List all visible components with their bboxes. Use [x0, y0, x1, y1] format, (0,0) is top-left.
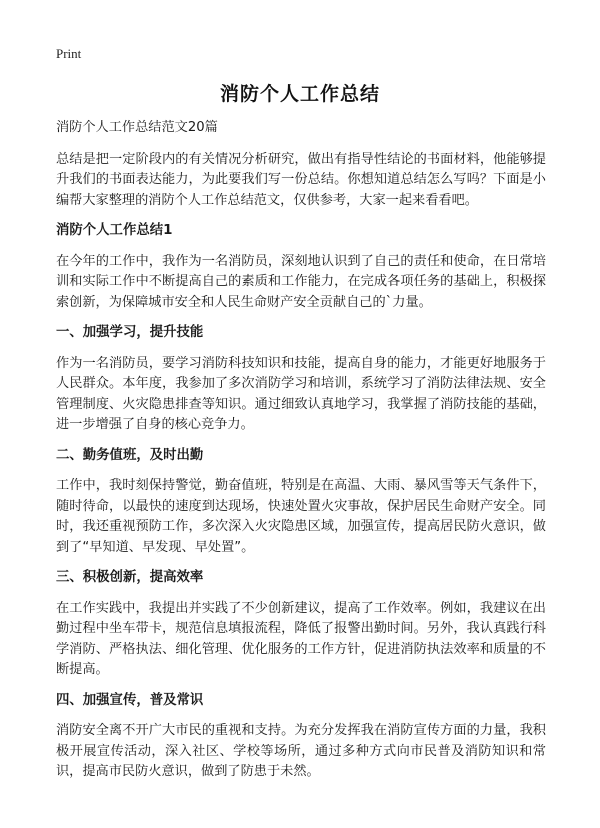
- subsection-heading-1: 一、加强学习，提升技能: [56, 325, 204, 340]
- subsection-paragraph-4: 消防安全离不开广大市民的重视和支持。为充分发挥我在消防宣传方面的力量，我积极开展宣传活动，深入社区、学校等场所，通过多种方式向市民普及消防知识和常识，提高市民防火意识，做到了防患于未然。: [56, 723, 546, 779]
- page-title: 消防个人工作总结: [219, 83, 380, 105]
- subsection-heading-2: 二、勤务值班，及时出勤: [56, 447, 204, 463]
- subsection-paragraph-1: 作为一名消防员，要学习消防科技知识和技能，提高自身的能力，才能更好地服务于人民群众。本年度，我参加了多次消防学习和培训，系统学习了消防法律法规、安全管理制度、火灾隐患排查等知识。通过细致认真地学习，我掌握了消防技能的基础，进一步增强了自身的核心竞争力。: [56, 355, 546, 432]
- article-subtitle: 消防个人工作总结范文20篇: [56, 120, 218, 135]
- subsection-heading-3: 三、积极创新，提高效率: [56, 570, 204, 585]
- subsection-paragraph-2: 工作中，我时刻保持警觉，勤奋值班，特别是在高温、大雨、暴风雪等天气条件下，随时待命，以最快的速度到达现场，快速处置火灾事故，保护居民生命财产安全。同时，我还重视预防工作，多次深入火灾隐患区域，加强宣传，提高居民防火意识，做到了“早知道、早发现、早处置”。: [56, 478, 546, 555]
- intro-paragraph: 总结是把一定阶段内的有关情况分析研究，做出有指导性结论的书面材料，他能够提升我们的书面表达能力，为此要我们写一份总结。你想知道总结怎么写吗？下面是小编帮大家整理的消防个人工作总结范文，仅供参考，大家一起来看看吧。: [56, 151, 546, 208]
- article-body: [56, 118, 546, 793]
- subsection-paragraph-3: 在工作实践中，我提出并实践了不少创新建议，提高了工作效率。例如，我建议在出勤过程中坐车带卡，规范信息填报流程，降低了报警出勤时间。另外，我认真践行科学消防、严格执法、细化管理、优化服务的工作方针，促进消防执法效率和质量的不断提高。: [56, 600, 546, 677]
- print-link[interactable]: Print: [56, 46, 82, 61]
- section-heading: 消防个人工作总结1: [56, 223, 173, 238]
- subsection-heading-4: 四、加强宣传，普及常识: [56, 692, 204, 708]
- section-paragraph: 在今年的工作中，我作为一名消防员，深刻地认识到了自己的责任和使命，在日常培训和实际工作中不断提高自己的素质和工作能力，在完成各项任务的基础上，积极探索创新，为保障城市安全和人民生命财产安全贡献自己的`力量。: [56, 253, 546, 310]
